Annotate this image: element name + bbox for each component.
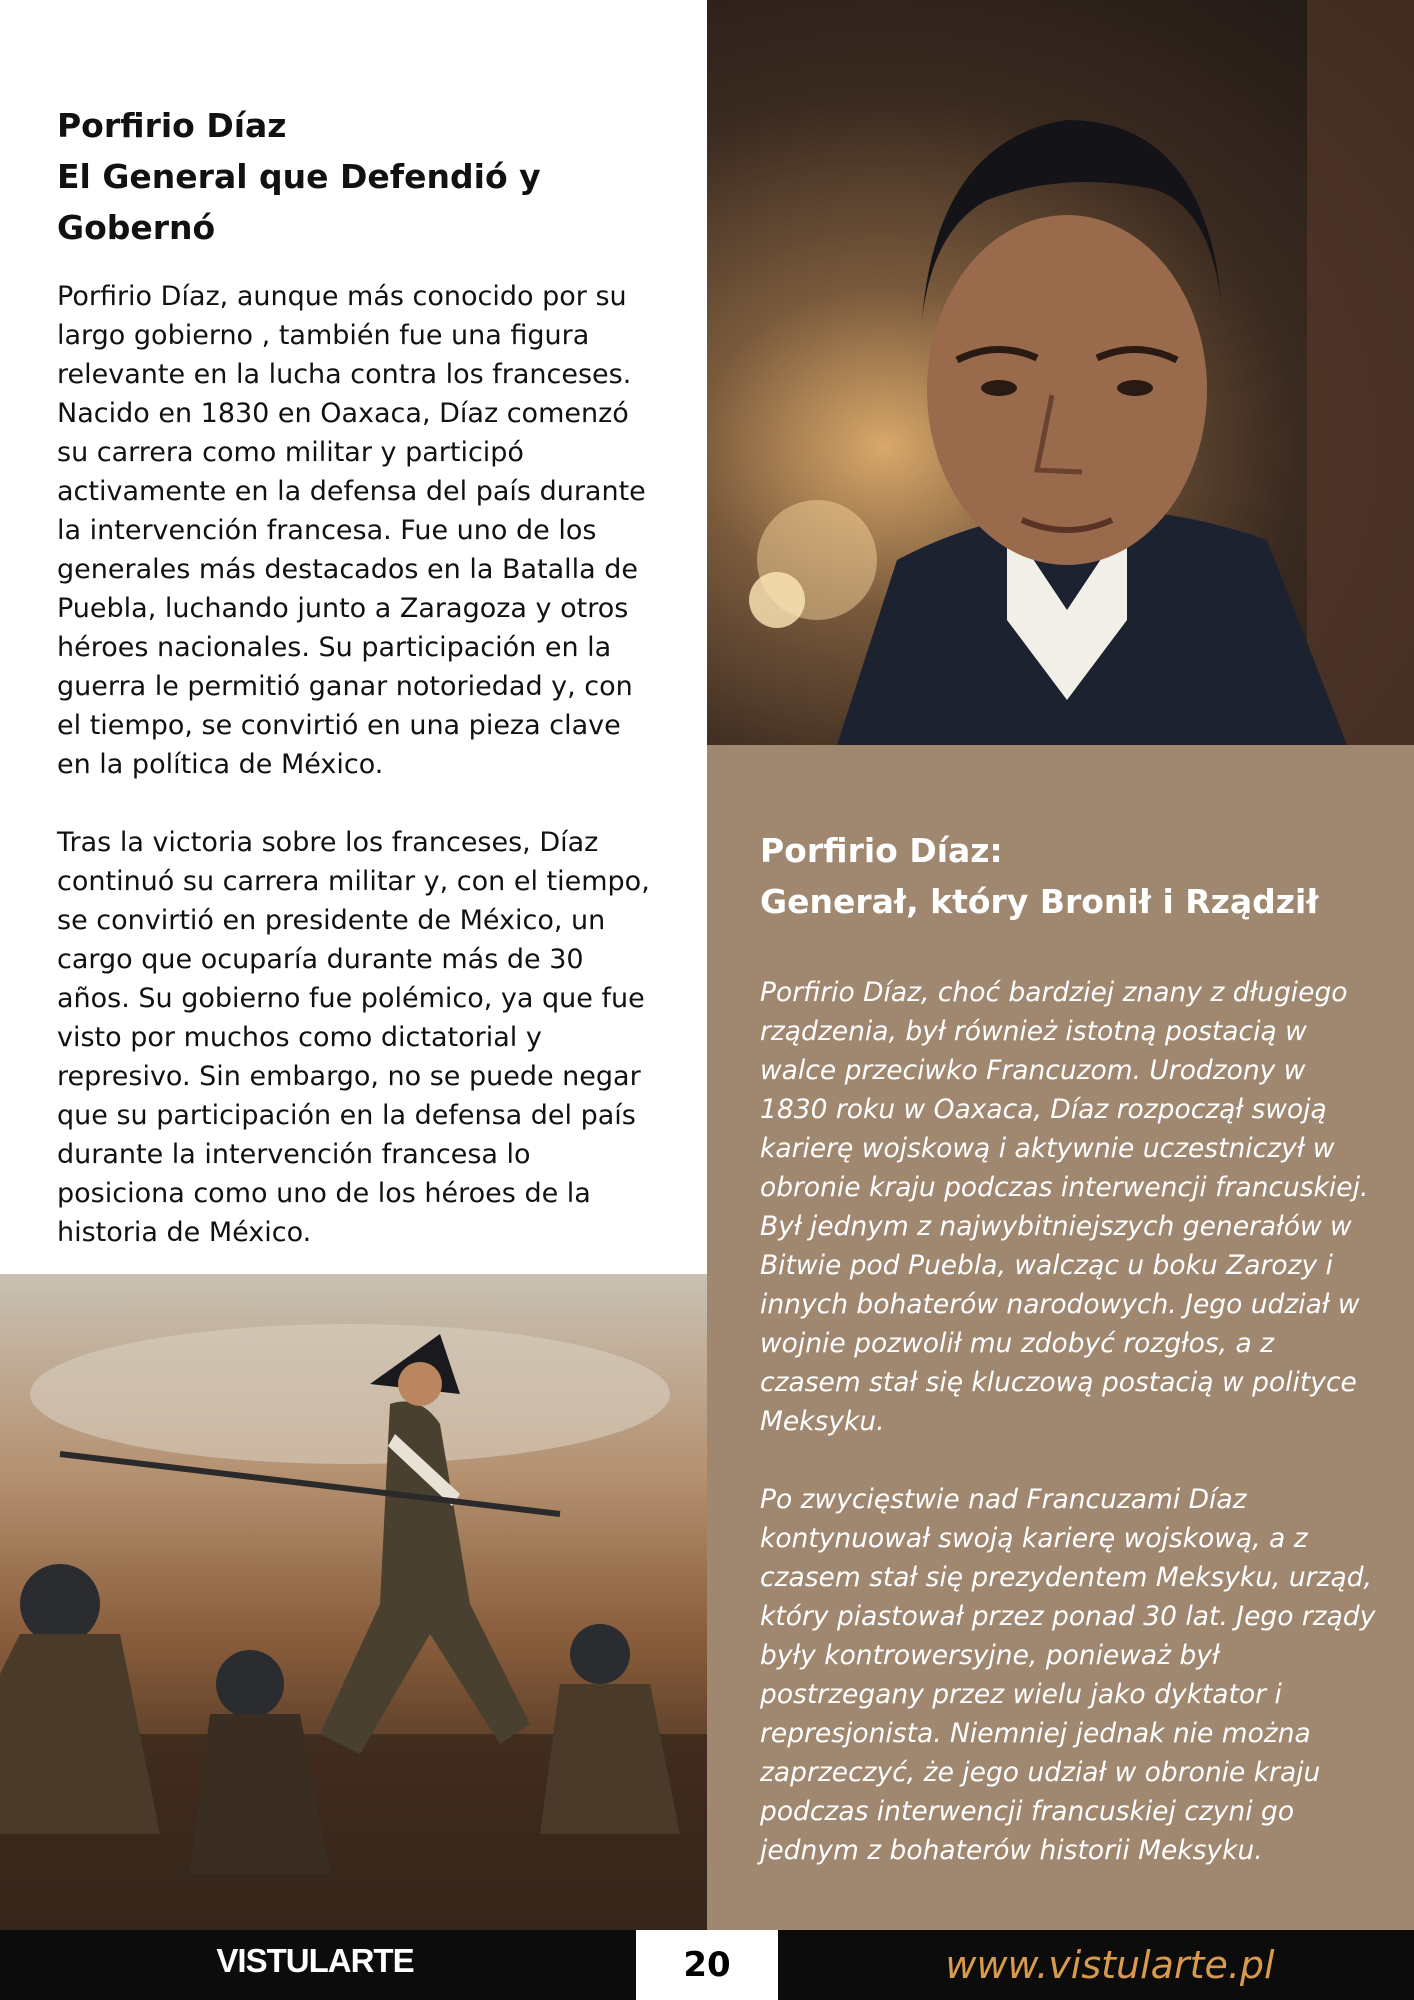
spanish-title-line: Porfirio Díaz bbox=[57, 106, 287, 145]
spanish-paragraph: Porfirio Díaz, aunque más conocido por su largo gobierno , también fue una figura relevante en la lucha contra los franceses. Nacido en 1830 en Oaxaca, Díaz comenzó su carrera como militar y participó activamente en la defensa del país durante la intervención francesa. Fue uno de los generales más destacados en la Batalla de Puebla, luchando junto a Zaragoza y otros héroes nacionales. Su participación en la guerra le permitió ganar notoriedad y, con el tiempo, se convirtió en una pieza clave en la política de México. bbox=[57, 281, 646, 780]
polish-title bbox=[760, 825, 1380, 927]
polish-body bbox=[760, 973, 1380, 1909]
polish-panel bbox=[707, 745, 1414, 1930]
spanish-title-line: Gobernó bbox=[57, 208, 216, 247]
battle-illustration bbox=[0, 1274, 707, 1930]
battle-scene-image bbox=[0, 1274, 707, 1930]
spanish-paragraph: Tras la victoria sobre los franceses, Díaz continuó su carrera militar y, con el tiempo, se convirtió en presidente de México, un cargo que ocuparía durante más de 30 años. Su gobierno fue polémico, ya que fue visto por muchos como dictatorial y represivo. Sin embargo, no se puede negar que su participación en la defensa del país durante la intervención francesa lo posiciona como uno de los héroes de la historia de México. bbox=[57, 827, 650, 1248]
vistularte-logo: VISTULARTE bbox=[216, 1942, 414, 1979]
spanish-article bbox=[57, 100, 657, 1291]
polish-paragraph: Porfirio Díaz, choć bardziej znany z długiego rządzenia, był również istotną postacią w walce przeciwko Francuzom. Urodzony w 1830 roku w Oaxaca, Díaz rozpoczął swoją karierę wojskową i aktywnie uczestniczył w obronie kraju podczas interwencji francuskiej. Był jednym z najwybitniejszych generałów w Bitwie pod Puebla, walcząc u boku Zarozy i innych bohaterów narodowych. Jego udział w wojnie pozwolił mu zdobyć rozgłos, a z czasem stał się kluczową postacią w polityce Meksyku. bbox=[760, 977, 1369, 1437]
spanish-title-line: El General que Defendió y bbox=[57, 157, 541, 196]
footer-bar bbox=[0, 1930, 1414, 2000]
polish-title-line: Porfirio Díaz: bbox=[760, 831, 1003, 870]
page-number: 20 bbox=[636, 1930, 778, 2000]
spanish-title bbox=[57, 100, 657, 253]
spanish-body bbox=[57, 277, 657, 1252]
portrait-illustration bbox=[707, 0, 1414, 745]
polish-paragraph: Po zwycięstwie nad Francuzami Díaz kontynuował swoją karierę wojskową, a z czasem stał się prezydentem Meksyku, urząd, który piastował przez ponad 30 lat. Jego rządy były kontrowersyjne, ponieważ był postrzegany przez wielu jako dyktator i represjonista. Niemniej jednak nie można zaprzeczyć, że jego udział w obronie kraju podczas interwencji francuskiej czyni go jednym z bohaterów historii Meksyku. bbox=[760, 1484, 1376, 1866]
porfirio-diaz-portrait-image bbox=[707, 0, 1414, 745]
website-link[interactable]: www.vistularte.pl bbox=[945, 1943, 1275, 1987]
polish-title-line: Generał, który Bronił i Rządził bbox=[760, 882, 1319, 921]
